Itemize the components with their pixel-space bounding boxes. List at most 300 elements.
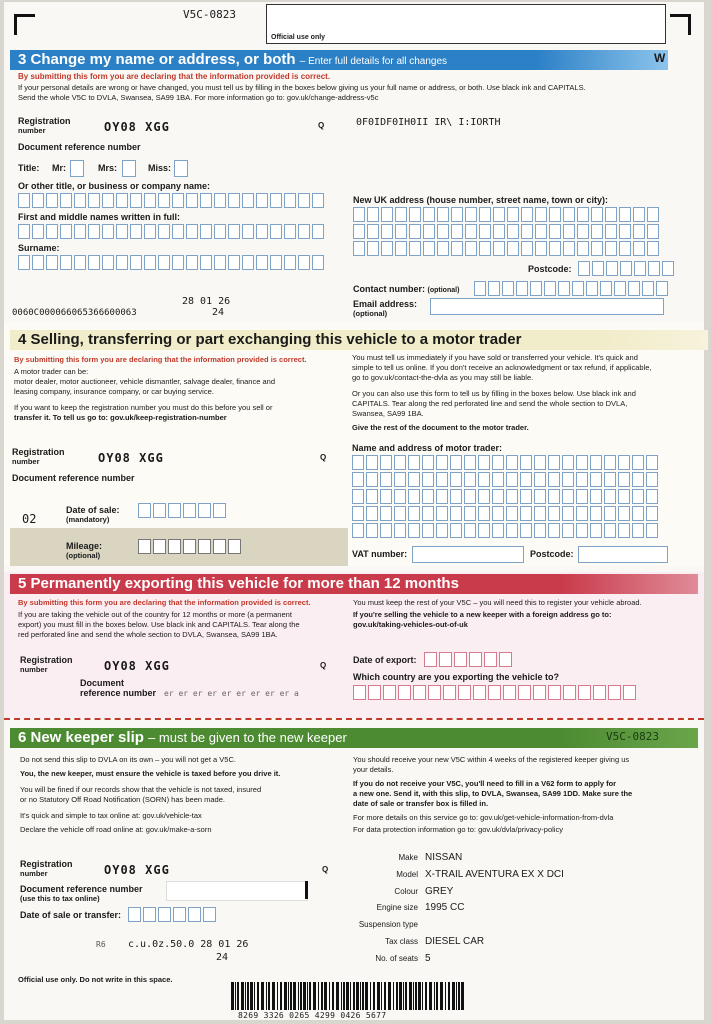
char-box[interactable] [298,193,310,208]
postcode-input[interactable] [578,261,674,276]
char-box[interactable] [464,489,476,504]
char-box[interactable] [116,224,128,239]
char-box[interactable] [188,907,201,922]
char-box[interactable] [214,224,226,239]
char-box[interactable] [492,472,504,487]
char-box[interactable] [647,207,659,222]
char-box[interactable] [535,207,547,222]
char-box[interactable] [479,241,491,256]
char-box[interactable] [46,193,58,208]
new-address-input[interactable] [353,207,659,256]
char-box[interactable] [450,523,462,538]
char-box[interactable] [507,224,519,239]
char-box[interactable] [298,255,310,270]
char-box[interactable] [102,193,114,208]
char-box[interactable] [549,224,561,239]
char-box[interactable] [437,241,449,256]
char-box[interactable] [465,241,477,256]
char-box[interactable] [479,207,491,222]
char-box[interactable] [437,224,449,239]
char-box[interactable] [633,207,645,222]
char-box[interactable] [549,241,561,256]
char-box[interactable] [562,455,574,470]
char-box[interactable] [367,241,379,256]
char-box[interactable] [153,503,166,518]
char-box[interactable] [520,489,532,504]
char-box[interactable] [506,489,518,504]
char-box[interactable] [116,255,128,270]
char-box[interactable] [503,685,516,700]
char-box[interactable] [422,472,434,487]
char-box[interactable] [492,489,504,504]
date-of-export-input[interactable] [424,652,512,667]
char-box[interactable] [548,472,560,487]
char-box[interactable] [576,489,588,504]
char-box[interactable] [32,224,44,239]
char-box[interactable] [424,652,437,667]
char-box[interactable] [353,224,365,239]
char-box[interactable] [593,685,606,700]
char-box[interactable] [619,207,631,222]
char-box[interactable] [153,539,166,554]
char-box[interactable] [353,241,365,256]
char-box[interactable] [312,193,324,208]
char-box[interactable] [284,193,296,208]
char-box[interactable] [493,207,505,222]
char-box[interactable] [60,255,72,270]
char-box[interactable] [74,224,86,239]
char-box[interactable] [479,224,491,239]
char-box[interactable] [102,255,114,270]
char-box[interactable] [618,523,630,538]
char-box[interactable] [590,506,602,521]
char-box[interactable] [520,472,532,487]
char-box[interactable] [493,224,505,239]
char-box[interactable] [284,255,296,270]
char-box[interactable] [506,523,518,538]
miss-checkbox[interactable] [174,160,188,177]
char-box[interactable] [577,241,589,256]
char-box[interactable] [534,523,546,538]
char-box[interactable] [478,489,490,504]
char-box[interactable] [507,207,519,222]
char-box[interactable] [451,207,463,222]
char-box[interactable] [572,281,584,296]
char-box[interactable] [143,907,156,922]
email-input[interactable] [430,298,664,315]
char-box[interactable] [242,193,254,208]
char-box[interactable] [590,472,602,487]
mr-checkbox[interactable] [70,160,84,177]
char-box[interactable] [548,455,560,470]
char-box[interactable] [576,472,588,487]
date-of-sale-input[interactable] [138,503,226,518]
char-box[interactable] [469,652,482,667]
char-box[interactable] [534,506,546,521]
char-box[interactable] [394,455,406,470]
char-box[interactable] [562,506,574,521]
char-box[interactable] [535,224,547,239]
char-box[interactable] [366,506,378,521]
char-box[interactable] [213,539,226,554]
char-box[interactable] [642,281,654,296]
char-box[interactable] [409,241,421,256]
char-box[interactable] [128,907,141,922]
char-box[interactable] [200,255,212,270]
char-box[interactable] [423,224,435,239]
char-box[interactable] [474,281,486,296]
char-box[interactable] [634,261,646,276]
char-box[interactable] [381,241,393,256]
char-box[interactable] [473,685,486,700]
char-box[interactable] [506,506,518,521]
char-box[interactable] [534,489,546,504]
char-box[interactable] [32,255,44,270]
char-box[interactable] [548,489,560,504]
export-country-input[interactable] [353,685,636,700]
char-box[interactable] [521,224,533,239]
char-box[interactable] [352,523,364,538]
char-box[interactable] [518,685,531,700]
char-box[interactable] [366,489,378,504]
char-box[interactable] [623,685,636,700]
char-box[interactable] [60,224,72,239]
char-box[interactable] [590,523,602,538]
char-box[interactable] [130,255,142,270]
char-box[interactable] [520,506,532,521]
char-box[interactable] [576,523,588,538]
char-box[interactable] [214,255,226,270]
char-box[interactable] [450,489,462,504]
char-box[interactable] [130,224,142,239]
char-box[interactable] [422,455,434,470]
char-box[interactable] [646,489,658,504]
char-box[interactable] [381,224,393,239]
char-box[interactable] [423,207,435,222]
char-box[interactable] [408,506,420,521]
char-box[interactable] [380,472,392,487]
char-box[interactable] [578,685,591,700]
char-box[interactable] [18,255,30,270]
char-box[interactable] [408,455,420,470]
char-box[interactable] [186,255,198,270]
surname-input[interactable] [18,255,324,270]
char-box[interactable] [592,261,604,276]
char-box[interactable] [408,523,420,538]
char-box[interactable] [450,472,462,487]
char-box[interactable] [46,255,58,270]
s4-postcode-input[interactable] [578,546,668,563]
char-box[interactable] [577,224,589,239]
char-box[interactable] [576,455,588,470]
char-box[interactable] [632,472,644,487]
char-box[interactable] [352,489,364,504]
char-box[interactable] [381,207,393,222]
char-box[interactable] [450,455,462,470]
date-of-transfer-input[interactable] [128,907,216,922]
char-box[interactable] [88,193,100,208]
char-box[interactable] [366,472,378,487]
char-box[interactable] [563,241,575,256]
char-box[interactable] [534,455,546,470]
char-box[interactable] [618,489,630,504]
char-box[interactable] [228,255,240,270]
char-box[interactable] [46,224,58,239]
char-box[interactable] [620,261,632,276]
char-box[interactable] [200,224,212,239]
char-box[interactable] [492,455,504,470]
char-box[interactable] [493,241,505,256]
char-box[interactable] [484,652,497,667]
char-box[interactable] [632,455,644,470]
char-box[interactable] [367,207,379,222]
char-box[interactable] [549,207,561,222]
char-box[interactable] [492,523,504,538]
char-box[interactable] [270,255,282,270]
char-box[interactable] [450,506,462,521]
char-box[interactable] [464,472,476,487]
char-box[interactable] [102,224,114,239]
char-box[interactable] [353,685,366,700]
char-box[interactable] [656,281,668,296]
char-box[interactable] [458,685,471,700]
char-box[interactable] [633,241,645,256]
char-box[interactable] [173,907,186,922]
char-box[interactable] [563,224,575,239]
char-box[interactable] [591,224,603,239]
char-box[interactable] [464,455,476,470]
char-box[interactable] [394,489,406,504]
char-box[interactable] [604,506,616,521]
char-box[interactable] [298,224,310,239]
char-box[interactable] [619,224,631,239]
char-box[interactable] [398,685,411,700]
char-box[interactable] [138,539,151,554]
char-box[interactable] [395,241,407,256]
char-box[interactable] [409,224,421,239]
char-box[interactable] [586,281,598,296]
char-box[interactable] [478,506,490,521]
char-box[interactable] [521,207,533,222]
char-box[interactable] [454,652,467,667]
char-box[interactable] [465,207,477,222]
char-box[interactable] [256,224,268,239]
char-box[interactable] [130,193,142,208]
char-box[interactable] [380,455,392,470]
first-names-input[interactable] [18,224,324,239]
char-box[interactable] [608,685,621,700]
char-box[interactable] [60,193,72,208]
char-box[interactable] [158,255,170,270]
char-box[interactable] [464,506,476,521]
char-box[interactable] [436,455,448,470]
char-box[interactable] [451,241,463,256]
char-box[interactable] [604,472,616,487]
char-box[interactable] [380,489,392,504]
char-box[interactable] [646,523,658,538]
char-box[interactable] [548,506,560,521]
char-box[interactable] [380,506,392,521]
char-box[interactable] [632,523,644,538]
char-box[interactable] [380,523,392,538]
char-box[interactable] [214,193,226,208]
char-box[interactable] [172,193,184,208]
char-box[interactable] [428,685,441,700]
char-box[interactable] [604,455,616,470]
char-box[interactable] [74,255,86,270]
char-box[interactable] [562,472,574,487]
char-box[interactable] [604,523,616,538]
char-box[interactable] [242,224,254,239]
char-box[interactable] [465,224,477,239]
char-box[interactable] [256,193,268,208]
char-box[interactable] [408,472,420,487]
char-box[interactable] [352,455,364,470]
char-box[interactable] [394,506,406,521]
char-box[interactable] [619,241,631,256]
char-box[interactable] [395,224,407,239]
char-box[interactable] [186,224,198,239]
char-box[interactable] [563,685,576,700]
char-box[interactable] [562,489,574,504]
char-box[interactable] [383,685,396,700]
char-box[interactable] [591,207,603,222]
char-box[interactable] [168,539,181,554]
char-box[interactable] [646,506,658,521]
char-box[interactable] [203,907,216,922]
char-box[interactable] [422,506,434,521]
char-box[interactable] [198,503,211,518]
char-box[interactable] [464,523,476,538]
char-box[interactable] [530,281,542,296]
char-box[interactable] [577,207,589,222]
char-box[interactable] [534,472,546,487]
char-box[interactable] [284,224,296,239]
char-box[interactable] [605,241,617,256]
char-box[interactable] [436,506,448,521]
char-box[interactable] [158,193,170,208]
char-box[interactable] [213,503,226,518]
char-box[interactable] [198,539,211,554]
char-box[interactable] [183,539,196,554]
char-box[interactable] [423,241,435,256]
char-box[interactable] [600,281,612,296]
char-box[interactable] [646,472,658,487]
char-box[interactable] [618,472,630,487]
char-box[interactable] [488,685,501,700]
char-box[interactable] [562,523,574,538]
char-box[interactable] [270,224,282,239]
char-box[interactable] [662,261,674,276]
char-box[interactable] [516,281,528,296]
contact-number-input[interactable] [474,281,668,296]
char-box[interactable] [228,539,241,554]
char-box[interactable] [18,224,30,239]
char-box[interactable] [535,241,547,256]
char-box[interactable] [158,224,170,239]
char-box[interactable] [352,506,364,521]
char-box[interactable] [632,506,644,521]
char-box[interactable] [367,224,379,239]
char-box[interactable] [614,281,626,296]
char-box[interactable] [18,193,30,208]
char-box[interactable] [604,489,616,504]
s6-docref-input[interactable] [166,881,308,901]
char-box[interactable] [578,261,590,276]
char-box[interactable] [186,193,198,208]
mileage-input[interactable] [138,539,241,554]
char-box[interactable] [74,193,86,208]
char-box[interactable] [88,224,100,239]
char-box[interactable] [632,489,644,504]
vat-input[interactable] [412,546,524,563]
char-box[interactable] [413,685,426,700]
char-box[interactable] [492,506,504,521]
trader-address-input[interactable] [352,455,658,538]
char-box[interactable] [507,241,519,256]
char-box[interactable] [521,241,533,256]
char-box[interactable] [395,207,407,222]
char-box[interactable] [443,685,456,700]
char-box[interactable] [200,193,212,208]
char-box[interactable] [590,455,602,470]
char-box[interactable] [618,455,630,470]
char-box[interactable] [520,455,532,470]
char-box[interactable] [242,255,254,270]
char-box[interactable] [144,193,156,208]
char-box[interactable] [533,685,546,700]
char-box[interactable] [352,472,364,487]
char-box[interactable] [228,193,240,208]
char-box[interactable] [436,472,448,487]
char-box[interactable] [628,281,640,296]
char-box[interactable] [605,224,617,239]
char-box[interactable] [144,224,156,239]
char-box[interactable] [647,241,659,256]
char-box[interactable] [436,523,448,538]
char-box[interactable] [648,261,660,276]
char-box[interactable] [436,489,448,504]
char-box[interactable] [502,281,514,296]
char-box[interactable] [172,224,184,239]
char-box[interactable] [368,685,381,700]
char-box[interactable] [138,503,151,518]
char-box[interactable] [168,503,181,518]
char-box[interactable] [366,455,378,470]
other-title-input[interactable] [18,193,324,208]
char-box[interactable] [408,489,420,504]
char-box[interactable] [558,281,570,296]
char-box[interactable] [394,523,406,538]
char-box[interactable] [256,255,268,270]
char-box[interactable] [478,472,490,487]
char-box[interactable] [618,506,630,521]
char-box[interactable] [590,489,602,504]
char-box[interactable] [548,685,561,700]
char-box[interactable] [506,472,518,487]
char-box[interactable] [563,207,575,222]
char-box[interactable] [270,193,282,208]
char-box[interactable] [478,455,490,470]
char-box[interactable] [409,207,421,222]
char-box[interactable] [647,224,659,239]
char-box[interactable] [366,523,378,538]
char-box[interactable] [544,281,556,296]
char-box[interactable] [228,224,240,239]
char-box[interactable] [506,455,518,470]
char-box[interactable] [116,193,128,208]
char-box[interactable] [312,255,324,270]
